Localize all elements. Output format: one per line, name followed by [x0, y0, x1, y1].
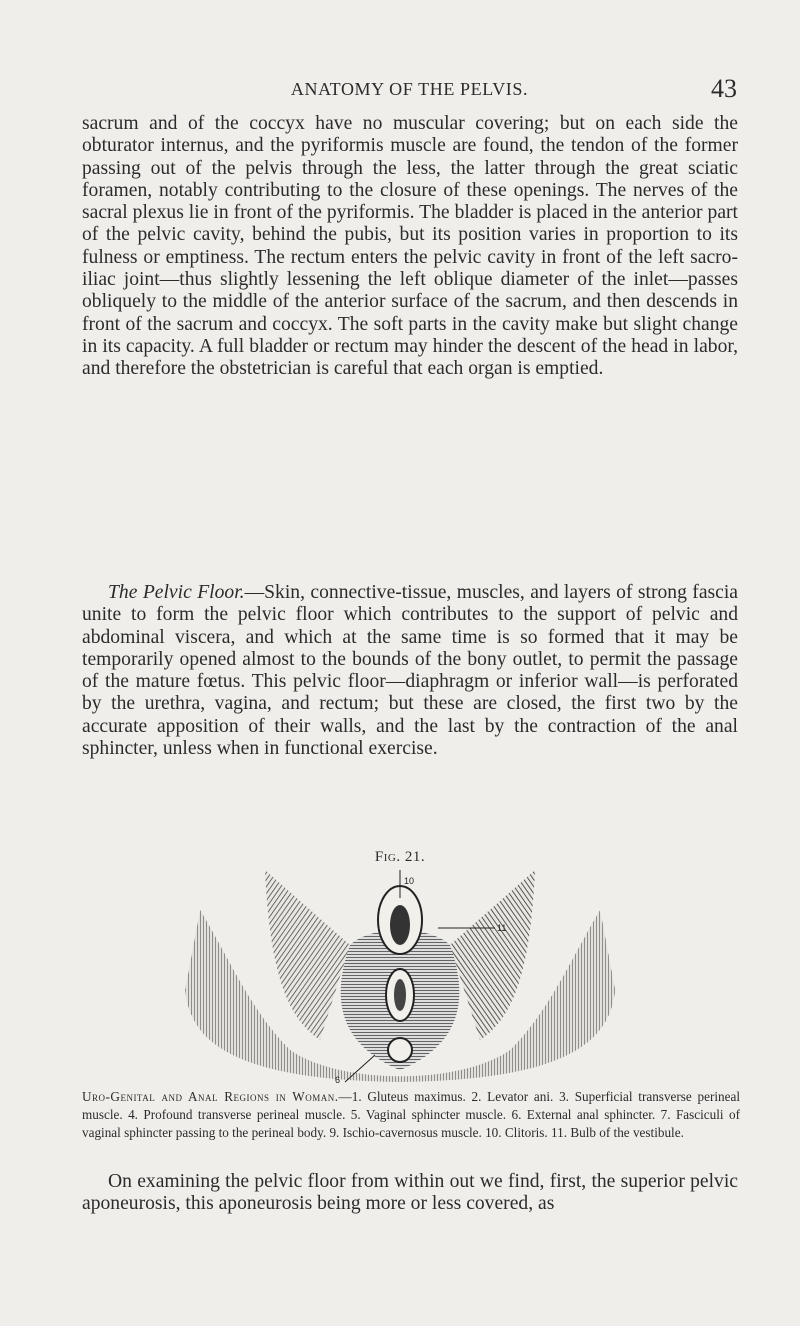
caption-text: —1. Gluteus maximus. 2. Levator ani. 3. Superficial transverse perineal muscle. 4. Profound transverse perineal muscle. 5. Vaginal sphincter muscle. 6. External anal sphincter. 7. Fasciculi of vaginal sphincter passing to the perineal body. 9. Ischio-cavernosus muscle. 10. Clitoris. 11. Bulb of the vestibule. — [82, 1089, 740, 1141]
callout-11: 11 — [497, 923, 507, 933]
anal-sphincter — [388, 1038, 412, 1062]
right-muscle-fibres — [450, 870, 535, 1040]
paragraph-pelvic-floor — [82, 582, 738, 760]
figure-caption — [82, 1088, 740, 1143]
engraving-image — [170, 870, 630, 1085]
vagina-shading — [394, 979, 406, 1011]
callout-10: 10 — [404, 876, 415, 886]
running-title: ANATOMY OF THE PELVIS. — [290, 79, 529, 99]
figure-label: Fig. 21. — [374, 849, 426, 865]
paragraph-3: On examining the pelvic floor from within out we find, first, the superior pelvic aponeurosis, this aponeurosis being more or less covered, as — [82, 1171, 738, 1215]
paragraph-2-text: —Skin, connective-tissue, muscles, and layers of strong fascia unite to form the pelvic floor which contributes to the support of pelvic and abdominal viscera, and which at the same time is so formed that it may be temporarily opened almost to the bounds of the bony outlet, to permit the passage of the mature fœtus. This pelvic floor—diaphragm or inferior wall—is perforated by the urethra, vagina, and rectum; but these are closed, the first two by the accurate apposition of their walls, and the last by the contraction of the anal sphincter, unless when in functional exercise. — [82, 582, 738, 760]
page-number: 43 — [711, 74, 737, 103]
running-head — [82, 76, 737, 106]
caption-heading: Uro-Genital and Anal Regions in Woman. — [82, 1089, 339, 1104]
callout-6: 6 — [335, 1075, 341, 1085]
anatomical-illustration — [170, 870, 630, 1085]
left-muscle-fibres — [265, 870, 350, 1040]
urethral-orifice — [390, 905, 410, 945]
paragraph-1: sacrum and of the coccyx have no muscular covering; but on each side the obturator internus, and the pyriformis muscle are found, the tendon of the former passing out of the pelvis through the less, the latter through the great sciatic foramen, notably contributing to the closure of these openings. The nerves of the sacral plexus lie in front of the pyriformis. The bladder is placed in the anterior part of the pelvic cavity, behind the pubis, but its position varies in proportion to its fulness or emptiness. The rectum enters the pelvic cavity in front of the left sacro-iliac joint—thus slightly lessening the left oblique diameter of the inlet—passes obliquely to the middle of the anterior surface of the sacrum, and then descends in front of the sacrum and coccyx. The soft parts in the cavity make but slight change in its capacity. A full bladder or rectum may hinder the descent of the head in labor, and therefore the obstetrician is careful that each organ is emptied. — [82, 113, 738, 380]
section-heading-pelvic-floor: The Pelvic Floor. — [108, 582, 245, 603]
